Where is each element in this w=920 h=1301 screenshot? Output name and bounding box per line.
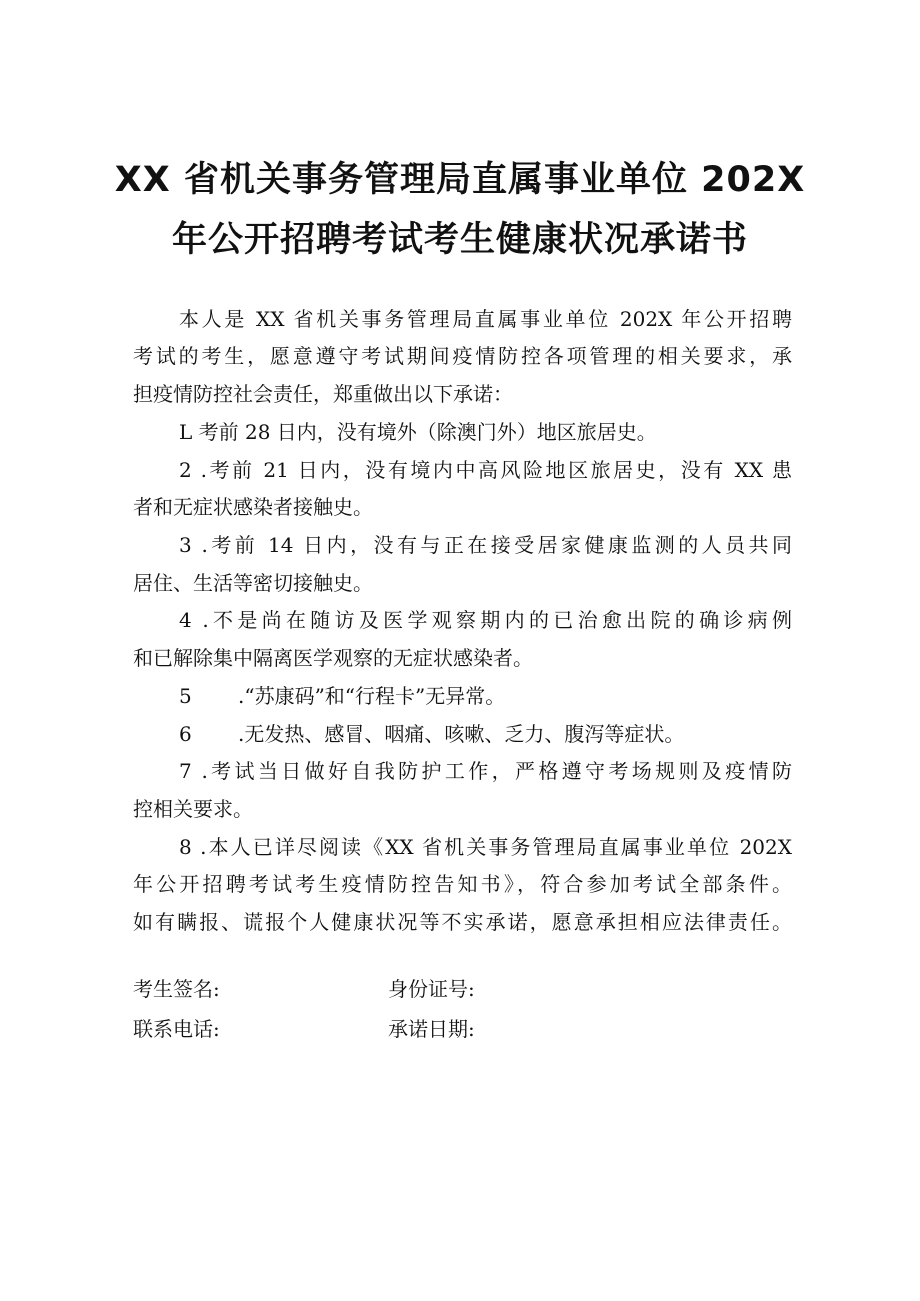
item-5-text: .“苏康码”和“行程卡”无异常。	[238, 684, 506, 708]
item-6-number: 6	[179, 722, 192, 746]
intro-line-2: 考试的考生，愿意遵守考试期间疫情防控各项管理的相关要求，承	[133, 344, 792, 368]
phone-label: 联系电话:	[133, 1017, 220, 1041]
item-1: L 考前 28 日内，没有境外（除澳门外）地区旅居史。	[179, 420, 657, 444]
id-number-label: 身份证号:	[388, 977, 475, 1001]
item-2-line-2: 者和无症状感染者接触史。	[133, 495, 373, 519]
item-2-line-1: 2 .考前 21 日内，没有境内中高风险地区旅居史，没有 XX 患	[179, 458, 792, 482]
item-8-line-2: 年公开招聘考试考生疫情防控告知书》，符合参加考试全部条件。	[133, 872, 792, 896]
intro-line-3: 担疫情防控社会责任，郑重做出以下承诺：	[133, 382, 513, 406]
item-6-text: .无发热、感冒、咽痛、咳嗽、乏力、腹泻等症状。	[238, 722, 685, 746]
item-8-line-1: 8 .本人已详尽阅读《XX 省机关事务管理局直属事业单位 202X	[179, 835, 792, 859]
signature-label: 考生签名:	[133, 977, 220, 1001]
item-3-line-1: 3 .考前 14 日内，没有与正在接受居家健康监测的人员共同	[179, 533, 792, 557]
item-4-line-1: 4 .不是尚在随访及医学观察期内的已治愈出院的确诊病例	[179, 608, 792, 632]
document-title-line-2: 年公开招聘考试考生健康状况承诺书	[171, 220, 748, 260]
item-8-line-3: 如有瞒报、谎报个人健康状况等不实承诺，愿意承担相应法律责任。	[133, 910, 792, 934]
item-4-line-2: 和已解除集中隔离医学观察的无症状感染者。	[133, 646, 533, 670]
item-7-line-1: 7 .考试当日做好自我防护工作，严格遵守考场规则及疫情防	[179, 759, 792, 783]
item-5-number: 5	[179, 684, 192, 708]
document-title-line-1: XX 省机关事务管理局直属事业单位 202X	[114, 160, 806, 200]
item-7-line-2: 控相关要求。	[133, 797, 253, 821]
item-3-line-2: 居住、生活等密切接触史。	[133, 571, 373, 595]
intro-line-1: 本人是 XX 省机关事务管理局直属事业单位 202X 年公开招聘	[179, 307, 792, 331]
date-label: 承诺日期:	[388, 1017, 475, 1041]
